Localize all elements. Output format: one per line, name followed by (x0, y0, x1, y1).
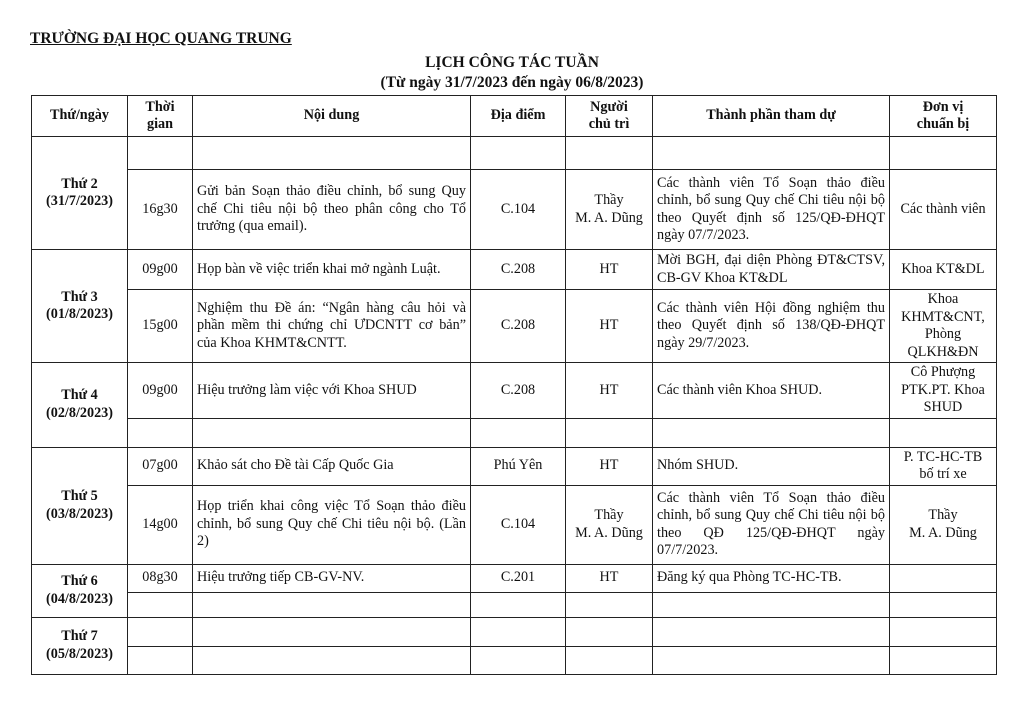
empty-cell (566, 592, 653, 617)
table-row (32, 290, 997, 363)
empty-cell (128, 592, 193, 617)
event-participants: Nhóm SHUD. (653, 447, 890, 485)
event-time: 09g00 (128, 363, 193, 419)
empty-cell (890, 418, 997, 447)
column-header-day: Thứ/ngày (32, 96, 128, 137)
empty-cell (471, 617, 566, 646)
event-prep: Cô Phượng PTK.PT. Khoa SHUD (890, 363, 997, 419)
table-row (32, 646, 997, 674)
event-participants: Đăng ký qua Phòng TC-HC-TB. (653, 564, 890, 592)
event-location: C.208 (471, 250, 566, 290)
column-header-host: Người chủ trì (566, 96, 653, 137)
event-prep: Khoa KT&DL (890, 250, 997, 290)
empty-cell (653, 646, 890, 674)
event-prep (890, 564, 997, 592)
empty-cell (471, 137, 566, 170)
column-header-participants: Thành phần tham dự (653, 96, 890, 137)
empty-cell (653, 592, 890, 617)
empty-cell (193, 137, 471, 170)
event-time: 07g00 (128, 447, 193, 485)
table-row (32, 170, 997, 250)
empty-cell (471, 646, 566, 674)
schedule-date-range: (Từ ngày 31/7/2023 đến ngày 06/8/2023) (380, 74, 644, 91)
empty-cell (128, 646, 193, 674)
event-prep: Thầy M. A. Dũng (890, 485, 997, 564)
empty-cell (128, 137, 193, 170)
event-host: HT (566, 290, 653, 363)
column-header-location: Địa điểm (471, 96, 566, 137)
event-content: Gửi bản Soạn thảo điều chỉnh, bổ sung Quy chế Chi tiêu nội bộ theo phân công cho Tổ trưởng (qua email). (193, 170, 471, 250)
empty-cell (193, 646, 471, 674)
event-participants: Các thành viên Hội đồng nghiệm thu theo Quyết định số 138/QĐ-ĐHQT ngày 29/7/2023. (653, 290, 890, 363)
event-participants: Mời BGH, đại diện Phòng ĐT&CTSV, CB-GV Khoa KT&DL (653, 250, 890, 290)
event-location: C.104 (471, 485, 566, 564)
event-prep: P. TC-HC-TB bố trí xe (890, 447, 997, 485)
table-row (32, 564, 997, 592)
schedule-table (31, 95, 997, 675)
event-location: C.208 (471, 363, 566, 419)
event-content: Nghiệm thu Đề án: “Ngân hàng câu hỏi và phần mềm thi chứng chỉ ƯDCNTT cơ bản” của Khoa KHMT&CNTT. (193, 290, 471, 363)
empty-cell (566, 137, 653, 170)
event-location: C.104 (471, 170, 566, 250)
empty-cell (890, 646, 997, 674)
empty-cell (653, 137, 890, 170)
empty-cell (653, 617, 890, 646)
empty-cell (193, 418, 471, 447)
event-time: 09g00 (128, 250, 193, 290)
event-host: Thầy M. A. Dũng (566, 485, 653, 564)
column-header-time: Thời gian (128, 96, 193, 137)
empty-cell (193, 617, 471, 646)
empty-cell (890, 592, 997, 617)
day-cell-wed: Thứ 4 (02/8/2023) (32, 363, 128, 448)
column-header-prep: Đơn vị chuẩn bị (890, 96, 997, 137)
empty-cell (890, 137, 997, 170)
event-participants: Các thành viên Tổ Soạn thảo điều chỉnh, bổ sung Quy chế Chi tiêu nội bộ theo Quyết định số 125/QĐ-ĐHQT ngày 07/7/2023. (653, 170, 890, 250)
day-cell-thu: Thứ 5 (03/8/2023) (32, 447, 128, 564)
event-prep: Khoa KHMT&CNT, Phòng QLKH&ĐN (890, 290, 997, 363)
event-prep: Các thành viên (890, 170, 997, 250)
day-cell-sat: Thứ 7 (05/8/2023) (32, 617, 128, 674)
event-content: Họp triển khai công việc Tổ Soạn thảo điều chỉnh, bổ sung Quy chế Chi tiêu nội bộ. (Lần 2) (193, 485, 471, 564)
event-host: HT (566, 250, 653, 290)
table-row (32, 418, 997, 447)
event-location: Phú Yên (471, 447, 566, 485)
table-header-row (32, 96, 997, 137)
table-row (32, 137, 997, 170)
column-header-content: Nội dung (193, 96, 471, 137)
table-row (32, 617, 997, 646)
empty-cell (653, 418, 890, 447)
empty-cell (566, 418, 653, 447)
table-row (32, 592, 997, 617)
table-row (32, 250, 997, 290)
event-content: Hiệu trưởng tiếp CB-GV-NV. (193, 564, 471, 592)
school-name: TRƯỜNG ĐẠI HỌC QUANG TRUNG (30, 30, 292, 47)
day-cell-fri: Thứ 6 (04/8/2023) (32, 564, 128, 617)
event-time: 15g00 (128, 290, 193, 363)
event-host: Thầy M. A. Dũng (566, 170, 653, 250)
event-content: Hiệu trưởng làm việc với Khoa SHUD (193, 363, 471, 419)
table-row (32, 363, 997, 419)
event-time: 14g00 (128, 485, 193, 564)
day-cell-mon: Thứ 2 (31/7/2023) (32, 137, 128, 250)
event-location: C.208 (471, 290, 566, 363)
event-participants: Các thành viên Khoa SHUD. (653, 363, 890, 419)
event-host: HT (566, 447, 653, 485)
empty-cell (128, 617, 193, 646)
event-time: 08g30 (128, 564, 193, 592)
empty-cell (566, 646, 653, 674)
empty-cell (471, 418, 566, 447)
empty-cell (193, 592, 471, 617)
event-content: Họp bàn về việc triển khai mở ngành Luật. (193, 250, 471, 290)
event-time: 16g30 (128, 170, 193, 250)
empty-cell (890, 617, 997, 646)
day-cell-tue: Thứ 3 (01/8/2023) (32, 250, 128, 363)
schedule-title: LỊCH CÔNG TÁC TUẦN (425, 54, 599, 71)
event-host: HT (566, 363, 653, 419)
empty-cell (471, 592, 566, 617)
event-participants: Các thành viên Tổ Soạn thảo điều chỉnh, bổ sung Quy chế Chi tiêu nội bộ theo QĐ 125/QĐ-ĐHQT ngày 07/7/2023. (653, 485, 890, 564)
event-content: Khảo sát cho Đề tài Cấp Quốc Gia (193, 447, 471, 485)
empty-cell (566, 617, 653, 646)
event-location: C.201 (471, 564, 566, 592)
table-row (32, 447, 997, 485)
empty-cell (128, 418, 193, 447)
event-host: HT (566, 564, 653, 592)
table-row (32, 485, 997, 564)
